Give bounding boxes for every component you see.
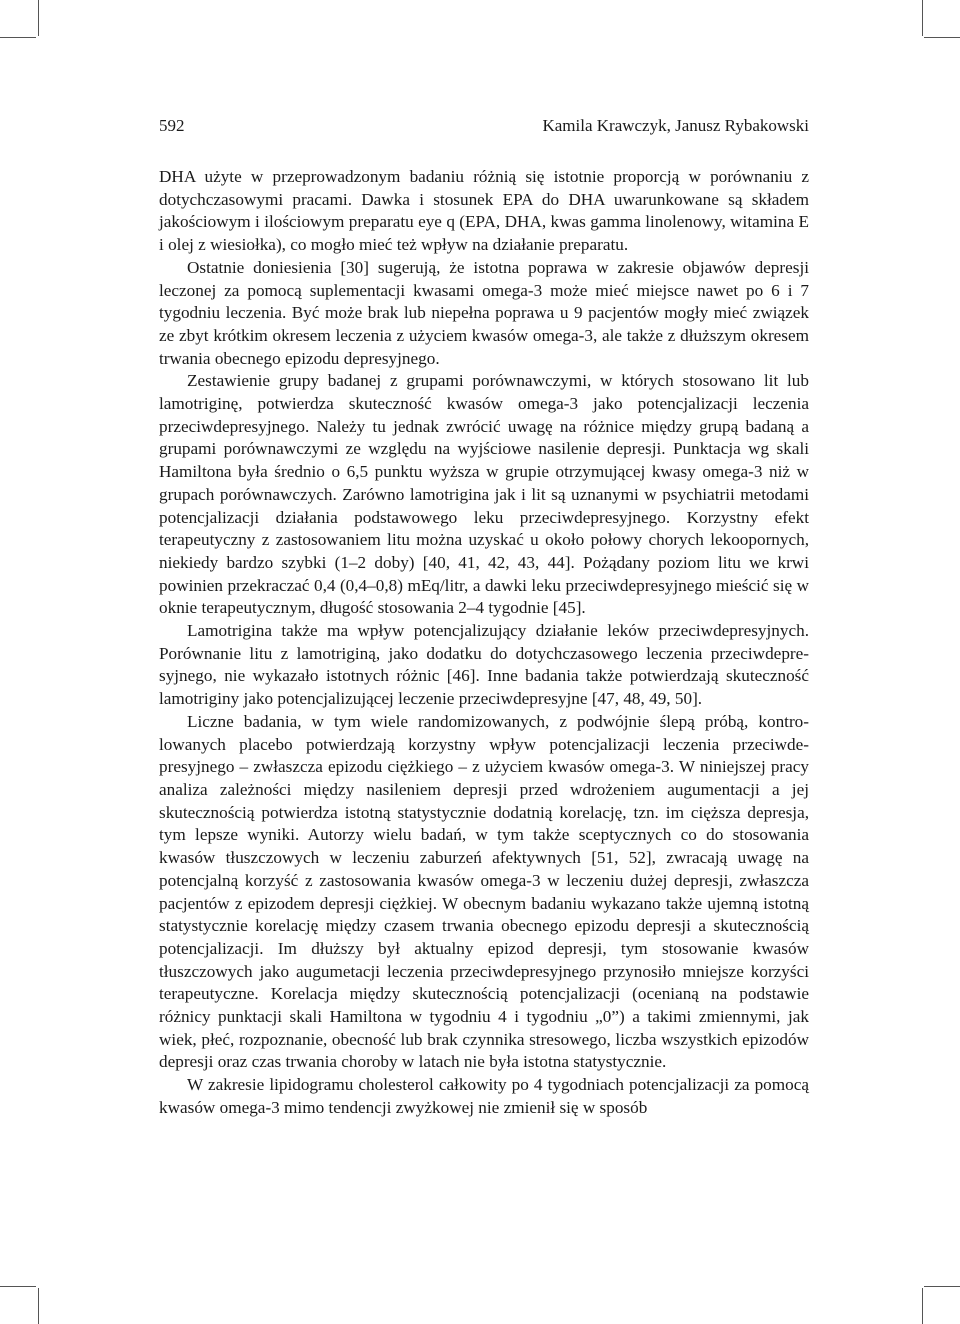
- crop-mark: [924, 1286, 960, 1287]
- running-head: Kamila Krawczyk, Janusz Rybakowski: [542, 116, 809, 135]
- crop-mark: [0, 1286, 36, 1287]
- crop-mark: [38, 0, 39, 36]
- paragraph: W zakresie lipidogramu cholesterol całkowity po 4 tygodniach potencjalizacji za pomocą kwasów omega-3 mimo tendencji zwyżkowej nie zmienił się w sposób: [159, 1075, 809, 1117]
- paragraph: Ostatnie doniesienia [30] sugerują, że istotna poprawa w zakresie objawów depresji leczonej za pomocą suplementacji kwasami omega-3 może mieć miejsce nawet po 6 i 7 tygodniu leczenia. Być może brak lub niepełna poprawa u 9 pacjentów mogły mieć związek ze zbyt krótkim okresem leczenia z użyciem kwasów omega-3, ale także z dłuższym okresem trwania obecnego epizodu depresyjnego.: [159, 257, 809, 368]
- page-header: [159, 116, 809, 140]
- paragraph: Lamotrigina także ma wpływ potencjalizujący działanie leków przeciwdepresyjnych. Porównanie litu z lamotriginą, jako dodatku do dotychczasowego leczenia przeciwdepresyjnego, nie wykazało istotnych różnic [46]. Inne badania także potwierdzają skuteczność lamotriginy jako potencjalizującej leczenie przeciwdepresyjne [47, 48, 49, 50].: [159, 621, 809, 709]
- crop-mark: [922, 0, 923, 36]
- body-text: [159, 166, 809, 1120]
- page-number: 592: [159, 116, 185, 135]
- crop-mark: [922, 1288, 923, 1324]
- paragraph: DHA użyte w przeprowadzonym badaniu różnią się istotnie proporcją w porównaniu z dotychczasowymi pracami. Dawka i stosunek EPA do DHA uwarunkowane są składem jakościowym i ilościowym preparatu eye q (EPA, DHA, kwas gamma linolenowy, witamina E i olej z wiesiołka), co mogło mieć też wpływ na działanie preparatu.: [159, 167, 809, 255]
- crop-mark: [924, 37, 960, 38]
- paragraph: Zestawienie grupy badanej z grupami porównawczymi, w których stosowano lit lub lamotriginę, potwierdza skuteczność kwasów omega-3 jako potencjalizacji leczenia przeciwdepresyjnego. Należy tu jednak zwrócić uwagę na różnice między grupą badaną a grupami porównawczymi ze względu na wyjściowe nasilenie depresji. Punktacja wg skali Hamiltona była średnio o 6,5 punktu wyższa w grupie otrzymującej kwasy omega-3 niż w grupach porównawczych. Zarówno lamotrigina jak i lit są uznanymi w psychiatrii metodami potencjalizacji działania podstawowego leku przeciwdepresyjnego. Korzystny efekt terapeutyczny z zastosowaniem litu można uzyskać u około połowy chorych lekoopornych, niekiedy bardzo szybki (1–2 doby) [40, 41, 42, 43, 44]. Pożądany poziom litu we krwi powinien przekraczać 0,4 (0,4–0,8) mEq/litr, a dawki leku przeciwdepresyjnego mieścić się w oknie terapeutycznym, długość stosowania 2–4 tygodnie [45].: [159, 371, 809, 618]
- paragraph: Liczne badania, w tym wiele randomizowanych, z podwójnie ślepą próbą, kontrolowanych placebo potwierdzają korzystny wpływ potencjalizacji leczenia przeciwdepresyjnego – zwłaszcza epizodu ciężkiego – z użyciem kwasów omega-3. W niniejszej pracy analiza zależności między nasileniem depresji przed wdrożeniem augumentacji a jej skutecznością potwierdza istotną statystycznie dodatnią korelację, tzn. im cięższa depresja, tym lepsze wyniki. Autorzy wielu badań, w tym także sceptycznych co do stosowania kwasów tłuszczowych w leczeniu zaburzeń afektywnych [51, 52], zwracają uwagę na potencjalną korzyść z zastosowania kwasów omega-3 w leczeniu dużej depresji, zwłaszcza pacjentów z epizodem depresji ciężkiej. W obecnym badaniu wykazano także ujemną istotną statystycznie korelację między czasem trwania obecnego epizodu depresji a skutecznością potencjalizacji. Im dłuższy był aktualny epizod depresji, tym stosowanie kwasów tłuszczowych jako augumetacji leczenia przeciwdepresyjnego przynosiło mniejsze korzyści terapeutyczne. Korelacja między skutecznością potencjalizacji (ocenianą na podstawie różnicy punktacji skali Hamiltona w tygodniu 4 i tygodniu „0”) a takimi zmiennymi, jak wiek, płeć, rozpoznanie, obecność lub brak czynnika stresowego, liczba wszystkich epizodów depresji oraz czas trwania choroby w latach nie była istotna statystycznie.: [159, 711, 809, 1072]
- crop-mark: [0, 37, 36, 38]
- crop-mark: [38, 1288, 39, 1324]
